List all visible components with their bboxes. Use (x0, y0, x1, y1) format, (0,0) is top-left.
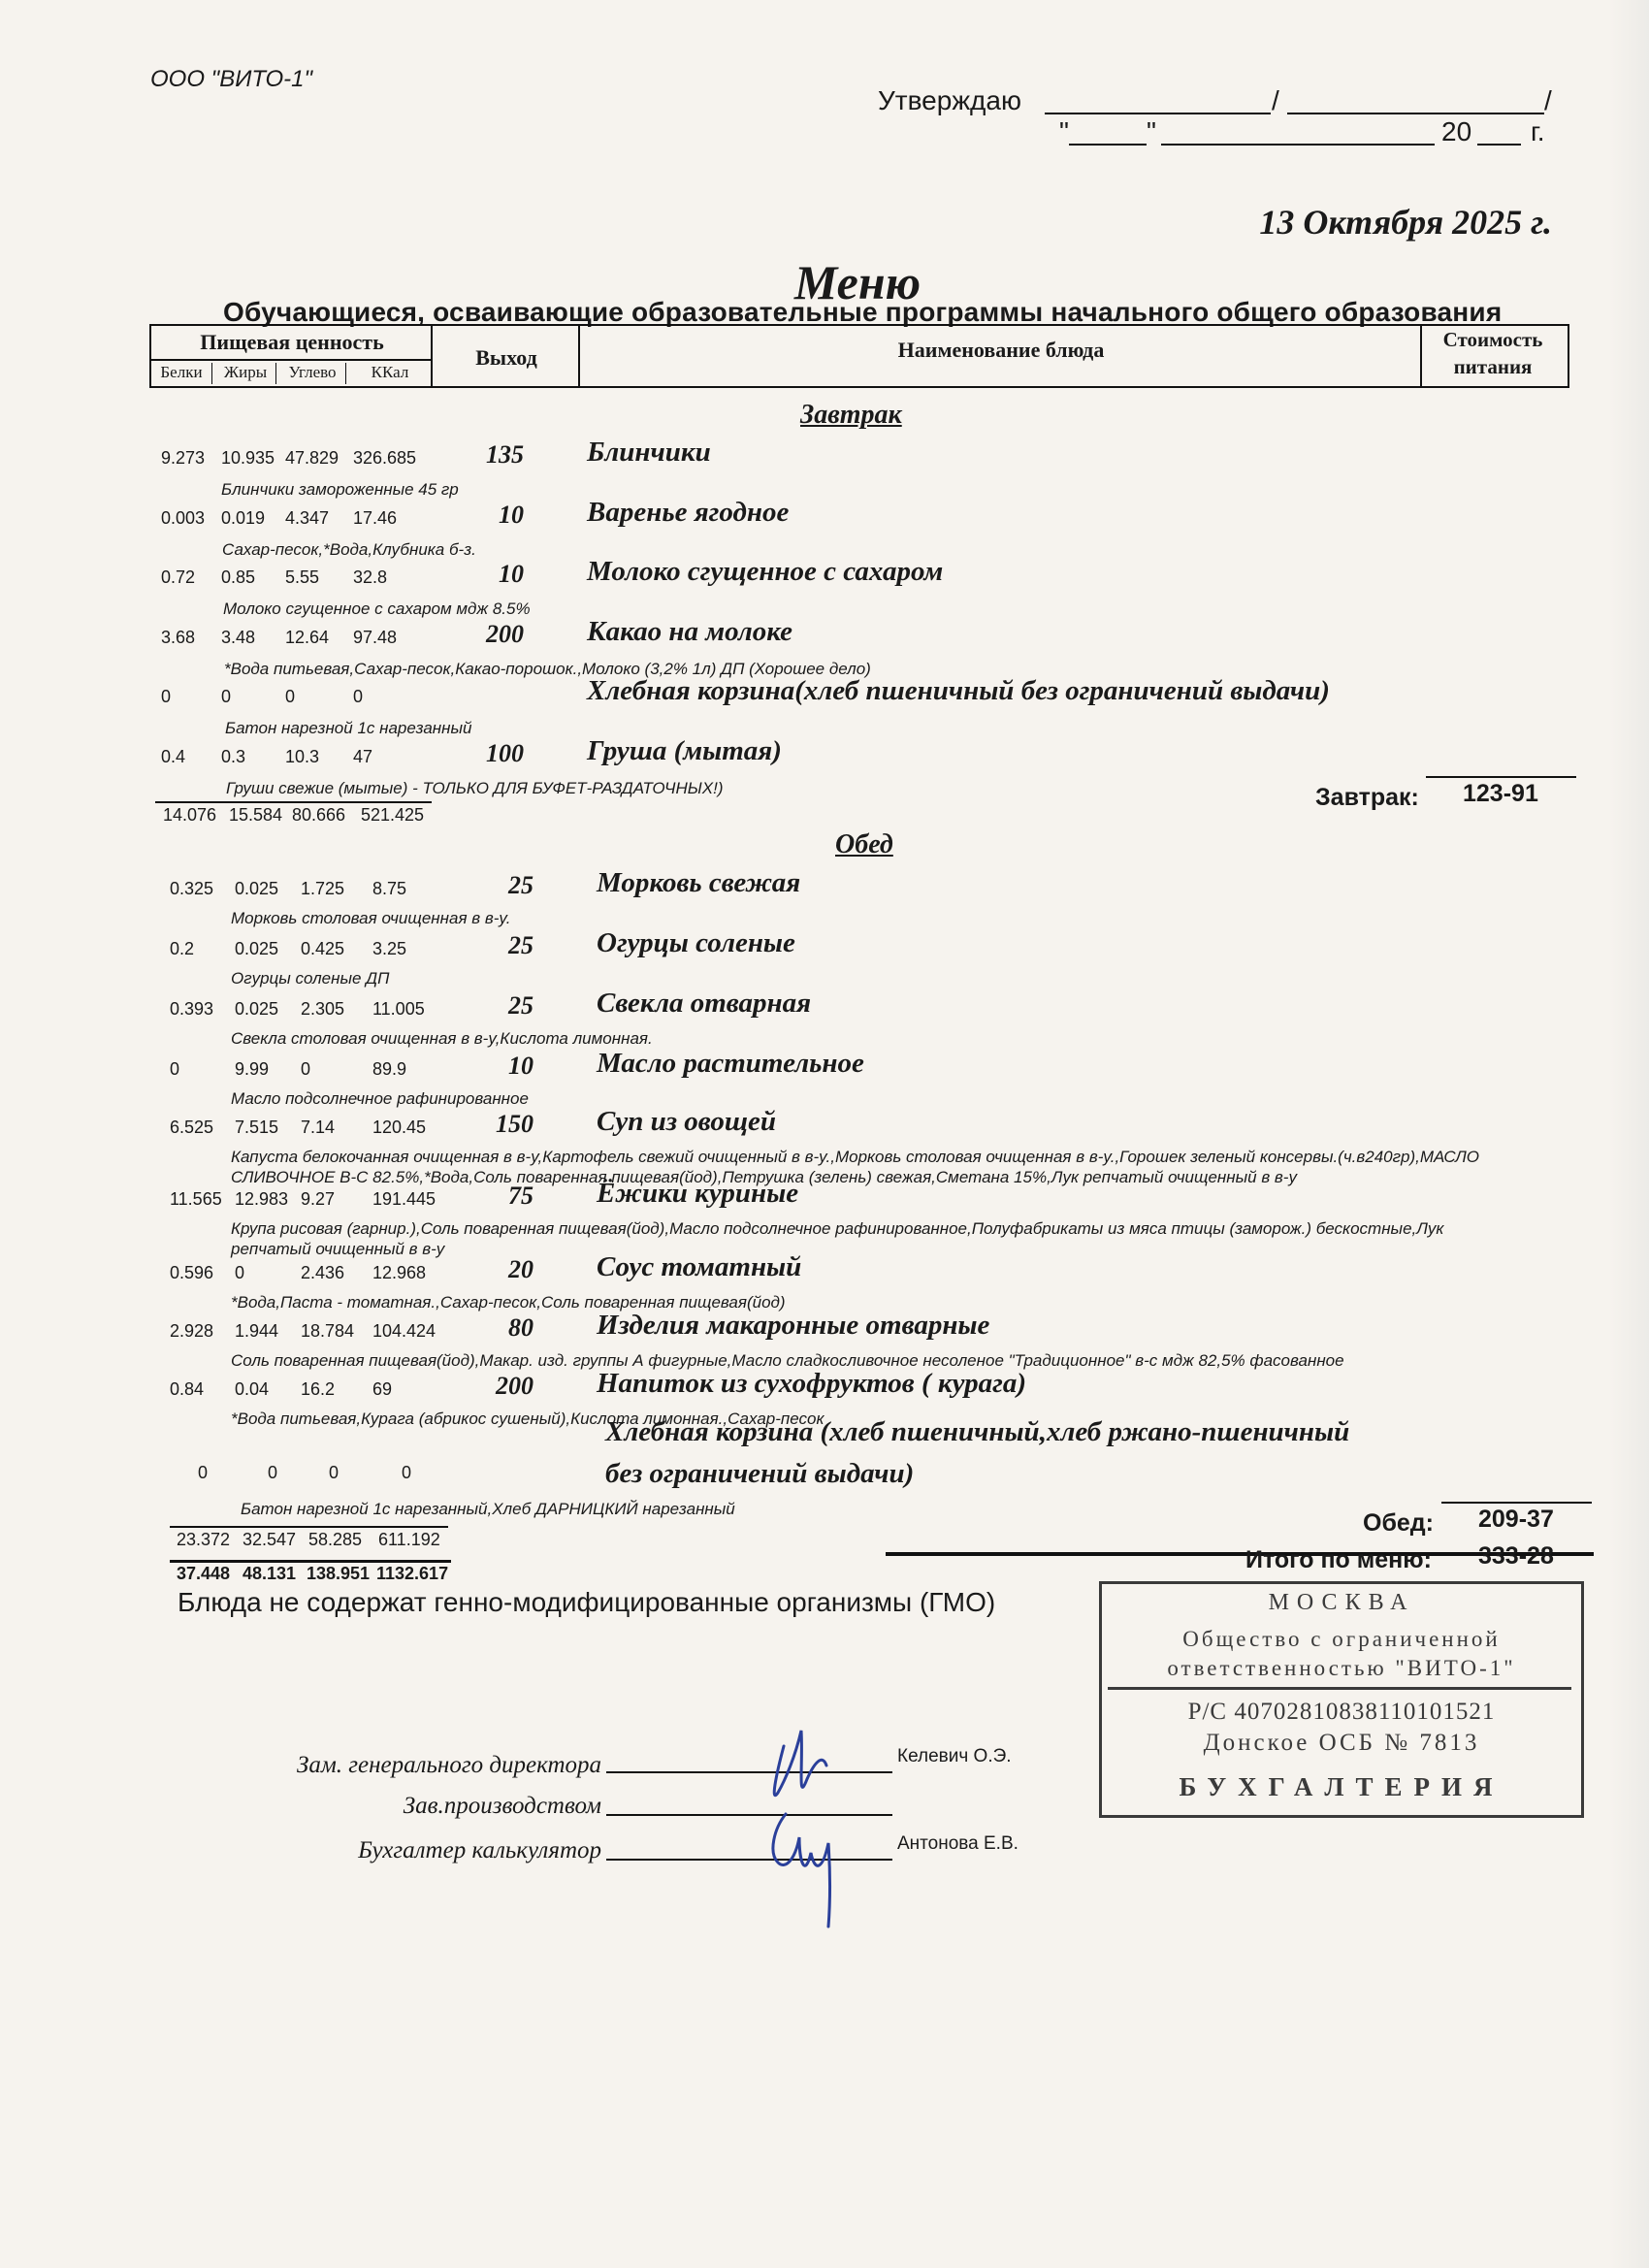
fats-value: 9.99 (235, 1059, 270, 1079)
breakfast-total-kcal: 521.425 (361, 805, 425, 825)
fats-value: 0.3 (221, 747, 246, 766)
kcal-value: 97.48 (353, 628, 398, 647)
yield-value: 200 (486, 620, 524, 648)
month-line (1161, 144, 1435, 146)
dish-ingredients: СЛИВОЧНОЕ В-С 82.5%,*Вода,Соль поваренная пищевая(йод),Петрушка (зелень) свежая,Сметана 15%,Лук репчатый очищенный в в-у (231, 1168, 1297, 1186)
dish-name: Напиток из сухофруктов ( курага) (597, 1368, 1026, 1399)
kcal-value: 11.005 (372, 999, 425, 1019)
grand-total-cost: 333-28 (1478, 1542, 1554, 1570)
stamp-city: МОСКВА (1268, 1590, 1415, 1615)
carbs-header: Углево (279, 363, 346, 384)
lunch-total-carbs: 58.285 (308, 1530, 363, 1549)
bread-name-line2: без ограничений выдачи) (605, 1458, 915, 1489)
proteins-value: 0.325 (170, 879, 214, 898)
dish-name: Какао на молоке (587, 616, 792, 647)
kcal-value: 17.46 (353, 508, 398, 528)
yield-value: 25 (508, 991, 534, 1020)
dish-name: Свекла отварная (597, 988, 812, 1019)
proteins-value: 0.84 (170, 1379, 205, 1399)
proteins-value: 11.565 (170, 1189, 222, 1209)
table-header (149, 324, 1569, 388)
fats-value: 12.983 (235, 1189, 289, 1209)
company-stamp (1099, 1581, 1584, 1818)
breakfast-total-fats: 15.584 (229, 805, 283, 825)
proteins-header: Белки (151, 363, 212, 384)
date-quote-open: " (1059, 116, 1069, 146)
carbs-value: 4.347 (285, 508, 330, 528)
dish-ingredients: Свекла столовая очищенная в в-у,Кислота лимонная. (231, 1029, 653, 1048)
grand-total-fats: 48.131 (242, 1564, 297, 1583)
kcal-value: 8.75 (372, 879, 407, 898)
dish-name-header (580, 326, 1422, 386)
kcal-value: 89.9 (372, 1059, 407, 1079)
dish-name: Груша (мытая) (587, 735, 782, 766)
carbs-value: 12.64 (285, 628, 330, 647)
yield-value: 10 (499, 501, 524, 529)
bread-name-line1: Хлебная корзина (хлеб пшеничный,хлеб ржано-пшеничный (605, 1416, 1350, 1447)
cost-header-line2: питания (1453, 355, 1533, 378)
yield-header-label: Выход (475, 345, 537, 370)
section-breakfast: Завтрак (800, 400, 902, 430)
date-quote-close: " (1147, 116, 1156, 146)
carbs-value: 0 (301, 1059, 311, 1079)
kcal-value: 104.424 (372, 1321, 436, 1341)
dish-ingredients: Крупа рисовая (гарнир.),Соль поваренная пищевая(йод),Масло подсолнечное рафинированное,Полуфабрикаты из мяса птицы (заморож.) бескостные,Лук (231, 1219, 1444, 1238)
yield-value: 150 (496, 1110, 534, 1138)
fats-value: 0.025 (235, 999, 279, 1019)
bread-proteins: 0 (198, 1463, 209, 1482)
breakfast-cost-label: Завтрак: (1315, 784, 1419, 811)
kcal-value: 69 (372, 1379, 393, 1399)
day-line (1069, 144, 1147, 146)
bread-fats: 0 (268, 1463, 278, 1482)
grand-total-label: Итого по меню: (1245, 1546, 1432, 1573)
paper-edge (1610, 0, 1649, 2268)
lunch-total-proteins: 23.372 (177, 1530, 231, 1549)
kcal-header: ККал (371, 363, 409, 381)
fats-value: 7.515 (235, 1118, 279, 1137)
carbs-value: 0 (285, 687, 296, 706)
dish-name: Хлебная корзина(хлеб пшеничный без ограничений выдачи) (587, 675, 1330, 706)
kcal-value: 32.8 (353, 567, 388, 587)
bread-ingredients: Батон нарезной 1с нарезанный,Хлеб ДАРНИЦКИЙ нарезанный (241, 1500, 735, 1518)
dish-ingredients: Соль поваренная пищевая(йод),Макар. изд. группы А фигурные,Масло сладкосливочное несоленое "Традиционное" в-с мдж 82,5% фасованное (231, 1351, 1344, 1370)
dish-ingredients: Молоко сгущенное с сахаром мдж 8.5% (223, 599, 531, 618)
fats-value: 0 (235, 1263, 245, 1282)
yield-value: 200 (496, 1372, 534, 1400)
dish-name: Огурцы соленые (597, 927, 795, 958)
dish-ingredients: Блинчики замороженные 45 гр (221, 480, 459, 499)
dish-ingredients: Огурцы соленые ДП (231, 969, 390, 988)
proteins-value: 9.273 (161, 448, 206, 468)
signature-title-deputy: Зам. генерального директора (296, 1752, 601, 1778)
dish-ingredients: Масло подсолнечное рафинированное (231, 1089, 529, 1108)
grand-total-proteins: 37.448 (177, 1564, 231, 1583)
proteins-value: 0.2 (170, 939, 195, 958)
kcal-value: 3.25 (372, 939, 407, 958)
dish-name: Морковь свежая (597, 867, 801, 898)
dish-name: Соус томатный (597, 1251, 802, 1282)
dish-ingredients: *Вода питьевая,Сахар-песок,Какао-порошок.,Молоко (3,2% 1л) ДП (Хорошее дело) (224, 660, 871, 678)
year-label: 20 (1441, 116, 1472, 146)
breakfast-cost: 123-91 (1463, 780, 1538, 807)
proteins-value: 2.928 (170, 1321, 214, 1341)
proteins-value: 0.72 (161, 567, 196, 587)
dish-name: Варенье ягодное (587, 497, 790, 528)
bread-carbs: 0 (329, 1463, 340, 1482)
kcal-value: 191.445 (372, 1189, 436, 1209)
cost-header (1422, 326, 1568, 386)
signature-title-accountant: Бухгалтер калькулятор (358, 1837, 601, 1863)
fats-value: 0 (221, 687, 232, 706)
carbs-value: 5.55 (285, 567, 320, 587)
proteins-value: 0 (170, 1059, 180, 1079)
stamp-line2: ответственностью "ВИТО-1" (1167, 1656, 1516, 1680)
proteins-value: 0.596 (170, 1263, 214, 1282)
signature-name-deputy: Келевич О.Э. (897, 1746, 1012, 1766)
nutrition-header (151, 326, 433, 386)
proteins-value: 0 (161, 687, 172, 706)
bread-kcal: 0 (402, 1463, 412, 1482)
dish-ingredients: *Вода питьевая,Курага (абрикос сушеный),Кислота лимонная.,Сахар-песок (231, 1409, 824, 1428)
stamp-account: Р/С 40702810838110101521 (1187, 1699, 1496, 1725)
carbs-value: 9.27 (301, 1189, 336, 1209)
dish-name: Изделия макаронные отварные (597, 1310, 990, 1341)
approve-label: Утверждаю (878, 85, 1021, 115)
yield-header (433, 326, 580, 386)
kcal-value: 47 (353, 747, 373, 766)
dish-name-header-label: Наименование блюда (897, 338, 1105, 362)
organization-name: ООО "ВИТО-1" (150, 66, 313, 92)
kcal-value: 326.685 (353, 448, 417, 468)
yield-value: 10 (508, 1052, 534, 1080)
section-lunch: Обед (835, 829, 893, 859)
lunch-total-kcal: 611.192 (378, 1530, 440, 1549)
proteins-value: 0.003 (161, 508, 206, 528)
year-line (1477, 144, 1521, 146)
dish-ingredients: Сахар-песок,*Вода,Клубника б-з. (222, 540, 476, 559)
page-subtitle: Обучающиеся, осваивающие образовательные программы начального общего образования (223, 297, 1503, 327)
lunch-cost-label: Обед: (1363, 1509, 1434, 1537)
grand-total-kcal: 1132.617 (376, 1564, 449, 1583)
fats-value: 0.025 (235, 939, 279, 958)
breakfast-total-carbs: 80.666 (292, 805, 346, 825)
proteins-value: 0.393 (170, 999, 214, 1019)
signature-name-accountant: Антонова Е.В. (897, 1833, 1018, 1854)
carbs-value: 10.3 (285, 747, 320, 766)
approve-signature-line (1045, 113, 1271, 114)
dish-ingredients: репчатый очищенный в в-у (231, 1240, 445, 1258)
lunch-cost: 209-37 (1478, 1506, 1554, 1533)
carbs-value: 2.436 (301, 1263, 345, 1282)
fats-value: 3.48 (221, 628, 256, 647)
yield-value: 20 (508, 1255, 534, 1283)
carbs-value: 2.305 (301, 999, 345, 1019)
breakfast-total-proteins: 14.076 (163, 805, 217, 825)
approve-name-line (1287, 113, 1544, 114)
dish-name: Ёжики куриные (597, 1178, 799, 1209)
cost-header-line1: Стоимость (1442, 328, 1543, 351)
fats-header: Жиры (215, 363, 276, 384)
fats-value: 0.025 (235, 879, 279, 898)
carbs-value: 18.784 (301, 1321, 355, 1341)
dish-name: Блинчики (587, 437, 711, 468)
proteins-value: 3.68 (161, 628, 196, 647)
fats-value: 10.935 (221, 448, 275, 468)
signature-title-production: Зав.производством (403, 1793, 601, 1819)
year-suffix: г. (1531, 116, 1545, 146)
kcal-value: 12.968 (372, 1263, 427, 1282)
dish-ingredients: *Вода,Паста - томатная.,Сахар-песок,Соль поваренная пищевая(йод) (231, 1293, 786, 1312)
carbs-value: 1.725 (301, 879, 345, 898)
handwritten-signature (747, 1707, 863, 1930)
dish-ingredients: Капуста белокочанная очищенная в в-у,Картофель свежий очищенный в в-у.,Морковь столовая очищенная в в-у.,Горошек зеленый консервы.(ч.в240гр),МАСЛО (231, 1148, 1479, 1166)
yield-value: 135 (486, 440, 524, 469)
menu-date: 13 Октября 2025 г. (1259, 203, 1552, 242)
yield-value: 75 (508, 1182, 534, 1210)
yield-value: 25 (508, 871, 534, 899)
grand-total-carbs: 138.951 (307, 1564, 371, 1583)
kcal-value: 0 (353, 687, 364, 706)
carbs-value: 7.14 (301, 1118, 336, 1137)
carbs-value: 47.829 (285, 448, 340, 468)
dish-name: Масло растительное (597, 1048, 864, 1079)
fats-value: 1.944 (235, 1321, 279, 1341)
dish-name: Молоко сгущенное с сахаром (587, 556, 944, 587)
gmo-note: Блюда не содержат генно-модифицированные организмы (ГМО) (178, 1587, 996, 1617)
fats-value: 0.019 (221, 508, 266, 528)
dish-ingredients: Батон нарезной 1с нарезанный (225, 719, 472, 737)
fats-value: 0.85 (221, 567, 256, 587)
yield-value: 25 (508, 931, 534, 959)
yield-value: 80 (508, 1313, 534, 1342)
proteins-value: 6.525 (170, 1118, 214, 1137)
proteins-value: 0.4 (161, 747, 186, 766)
dish-ingredients: Морковь столовая очищенная в в-у. (231, 909, 511, 927)
stamp-bank: Донское ОСБ № 7813 (1203, 1730, 1480, 1756)
carbs-value: 0.425 (301, 939, 345, 958)
lunch-total-fats: 32.547 (242, 1530, 297, 1549)
stamp-department: БУХГАЛТЕРИЯ (1179, 1772, 1504, 1801)
dish-ingredients: Груши свежие (мытые) - ТОЛЬКО ДЛЯ БУФЕТ-РАЗДАТОЧНЫХ!) (226, 779, 724, 797)
page-title: Меню (793, 255, 922, 309)
carbs-value: 16.2 (301, 1379, 336, 1399)
stamp-line1: Общество с ограниченной (1182, 1627, 1501, 1651)
yield-value: 100 (486, 739, 524, 767)
nutrition-header-label: Пищевая ценность (200, 330, 384, 354)
dish-name: Суп из овощей (597, 1106, 777, 1137)
fats-value: 0.04 (235, 1379, 270, 1399)
yield-value: 10 (499, 560, 524, 588)
kcal-value: 120.45 (372, 1118, 427, 1137)
